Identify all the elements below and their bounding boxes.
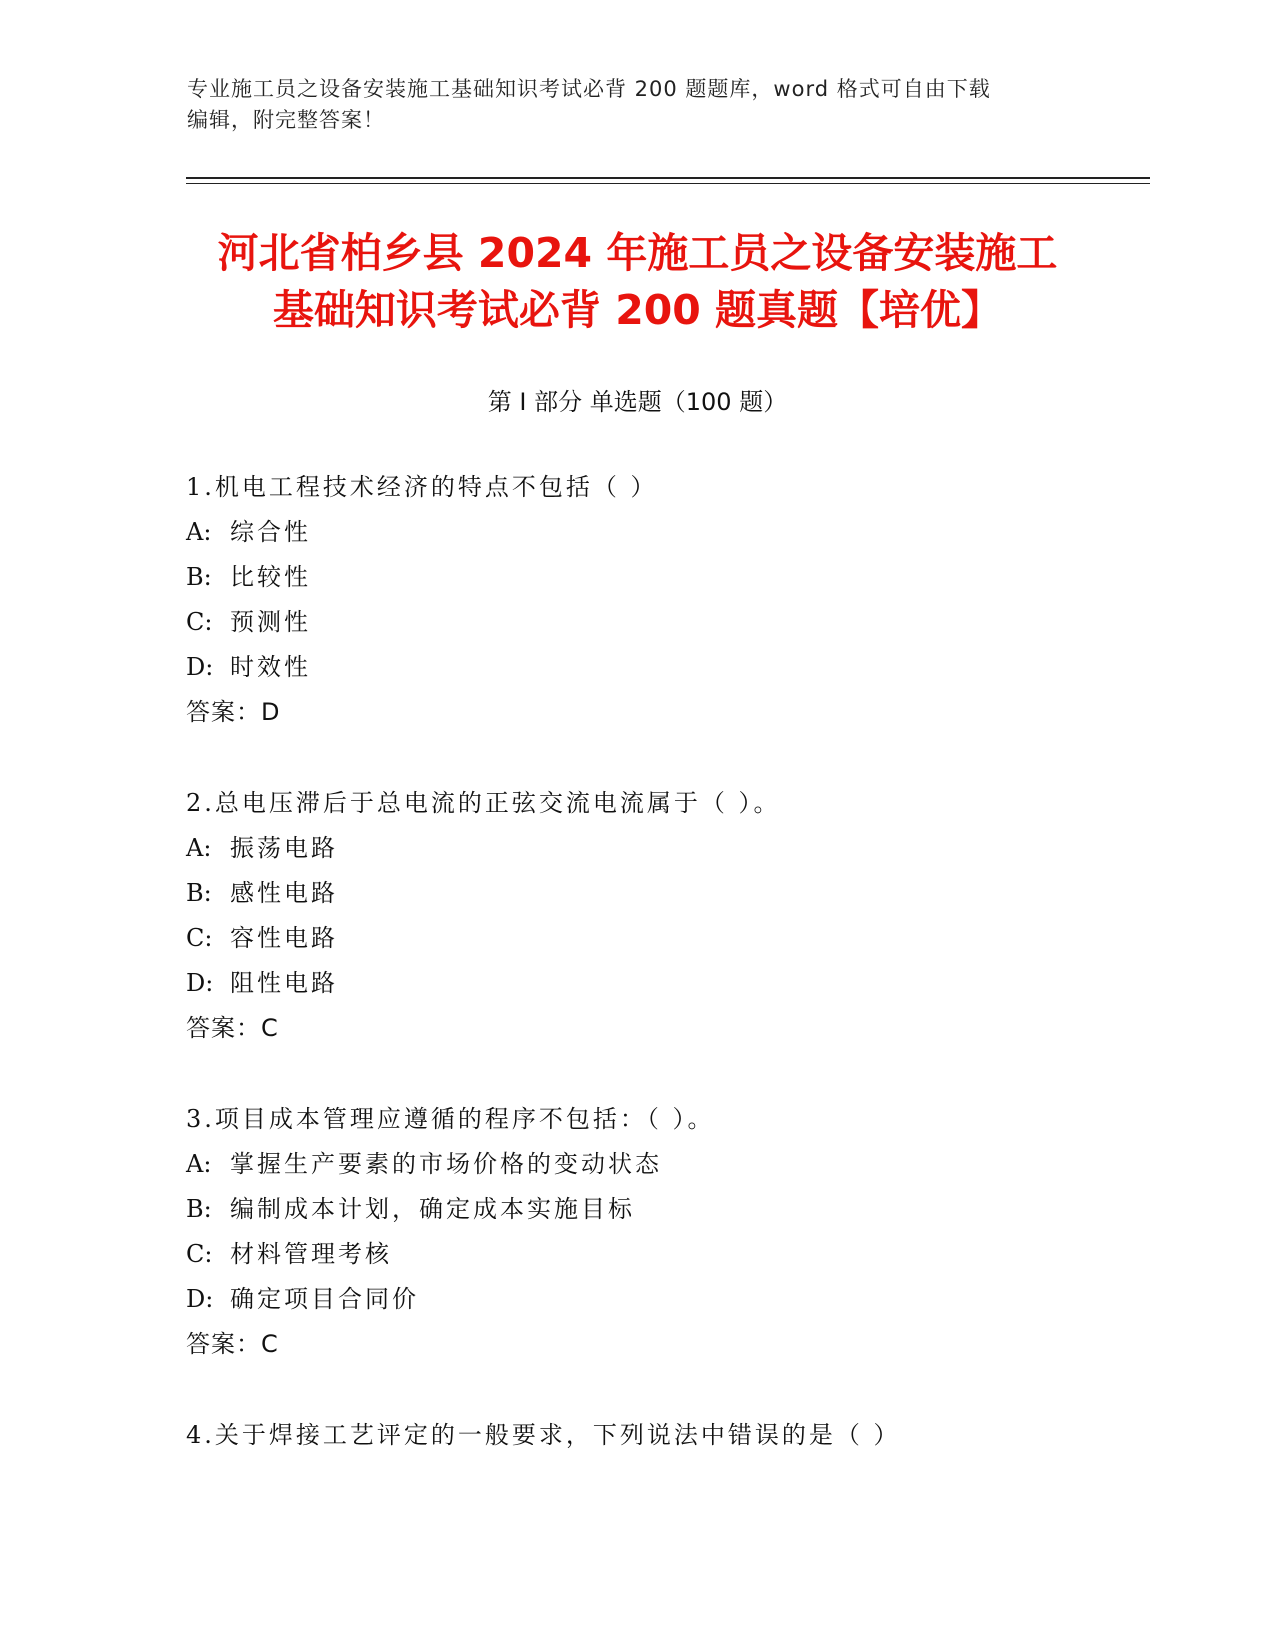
option-key: C: [186,924,213,952]
answer: 答案：C [186,1014,279,1042]
answer: 答案：D [186,698,281,726]
option-key: C: [186,608,213,636]
option-key: A: [186,1150,212,1178]
question-1 [186,465,1136,735]
document-title [150,225,1125,339]
option-text: 容性电路 [230,924,338,952]
option-d [186,961,1136,1006]
option-text: 阻性电路 [230,969,338,997]
option-key: B: [186,879,212,907]
option-d [186,1277,1136,1322]
document-title-line-1: 河北省柏乡县 2024 年施工员之设备安装施工 [217,229,1058,277]
answer: 答案：C [186,1330,279,1358]
option-a [186,826,1136,871]
question-stem: 1.机电工程技术经济的特点不包括（ ） [186,473,658,501]
option-text: 时效性 [230,653,311,681]
option-text: 综合性 [230,518,311,546]
option-text: 感性电路 [230,879,338,907]
header-divider-thick [186,177,1150,179]
header-note [187,74,1087,136]
option-text: 掌握生产要素的市场价格的变动状态 [230,1150,662,1178]
question-3 [186,1097,1136,1367]
option-b [186,1187,1136,1232]
option-key: D: [186,653,214,681]
question-stem: 2.总电压滞后于总电流的正弦交流电流属于（ ）。 [186,789,781,817]
option-a [186,1142,1136,1187]
option-c [186,916,1136,961]
section-title: 第 I 部分 单选题（100 题） [487,388,788,416]
option-text: 振荡电路 [230,834,338,862]
option-a [186,510,1136,555]
option-key: A: [186,834,212,862]
option-d [186,645,1136,690]
option-key: B: [186,1195,212,1223]
option-c [186,1232,1136,1277]
document-title-line-2: 基础知识考试必背 200 题真题【培优】 [272,286,1003,334]
question-stem: 3.项目成本管理应遵循的程序不包括：（ ）。 [186,1105,715,1133]
option-text: 比较性 [230,563,311,591]
question-4 [186,1413,1136,1458]
option-b [186,555,1136,600]
question-2 [186,781,1136,1051]
option-key: C: [186,1240,213,1268]
option-key: B: [186,563,212,591]
option-key: A: [186,518,212,546]
option-c [186,600,1136,645]
option-text: 材料管理考核 [230,1240,392,1268]
header-note-line-1: 专业施工员之设备安装施工基础知识考试必背 200 题题库，word 格式可自由下载 [187,77,991,101]
header-note-line-2: 编辑，附完整答案！ [187,108,385,132]
question-stem: 4.关于焊接工艺评定的一般要求，下列说法中错误的是（ ） [186,1421,901,1449]
option-b [186,871,1136,916]
option-key: D: [186,969,214,997]
header-divider-thin [186,183,1150,184]
option-text: 编制成本计划，确定成本实施目标 [230,1195,635,1223]
option-text: 预测性 [230,608,311,636]
option-key: D: [186,1285,214,1313]
option-text: 确定项目合同价 [230,1285,419,1313]
